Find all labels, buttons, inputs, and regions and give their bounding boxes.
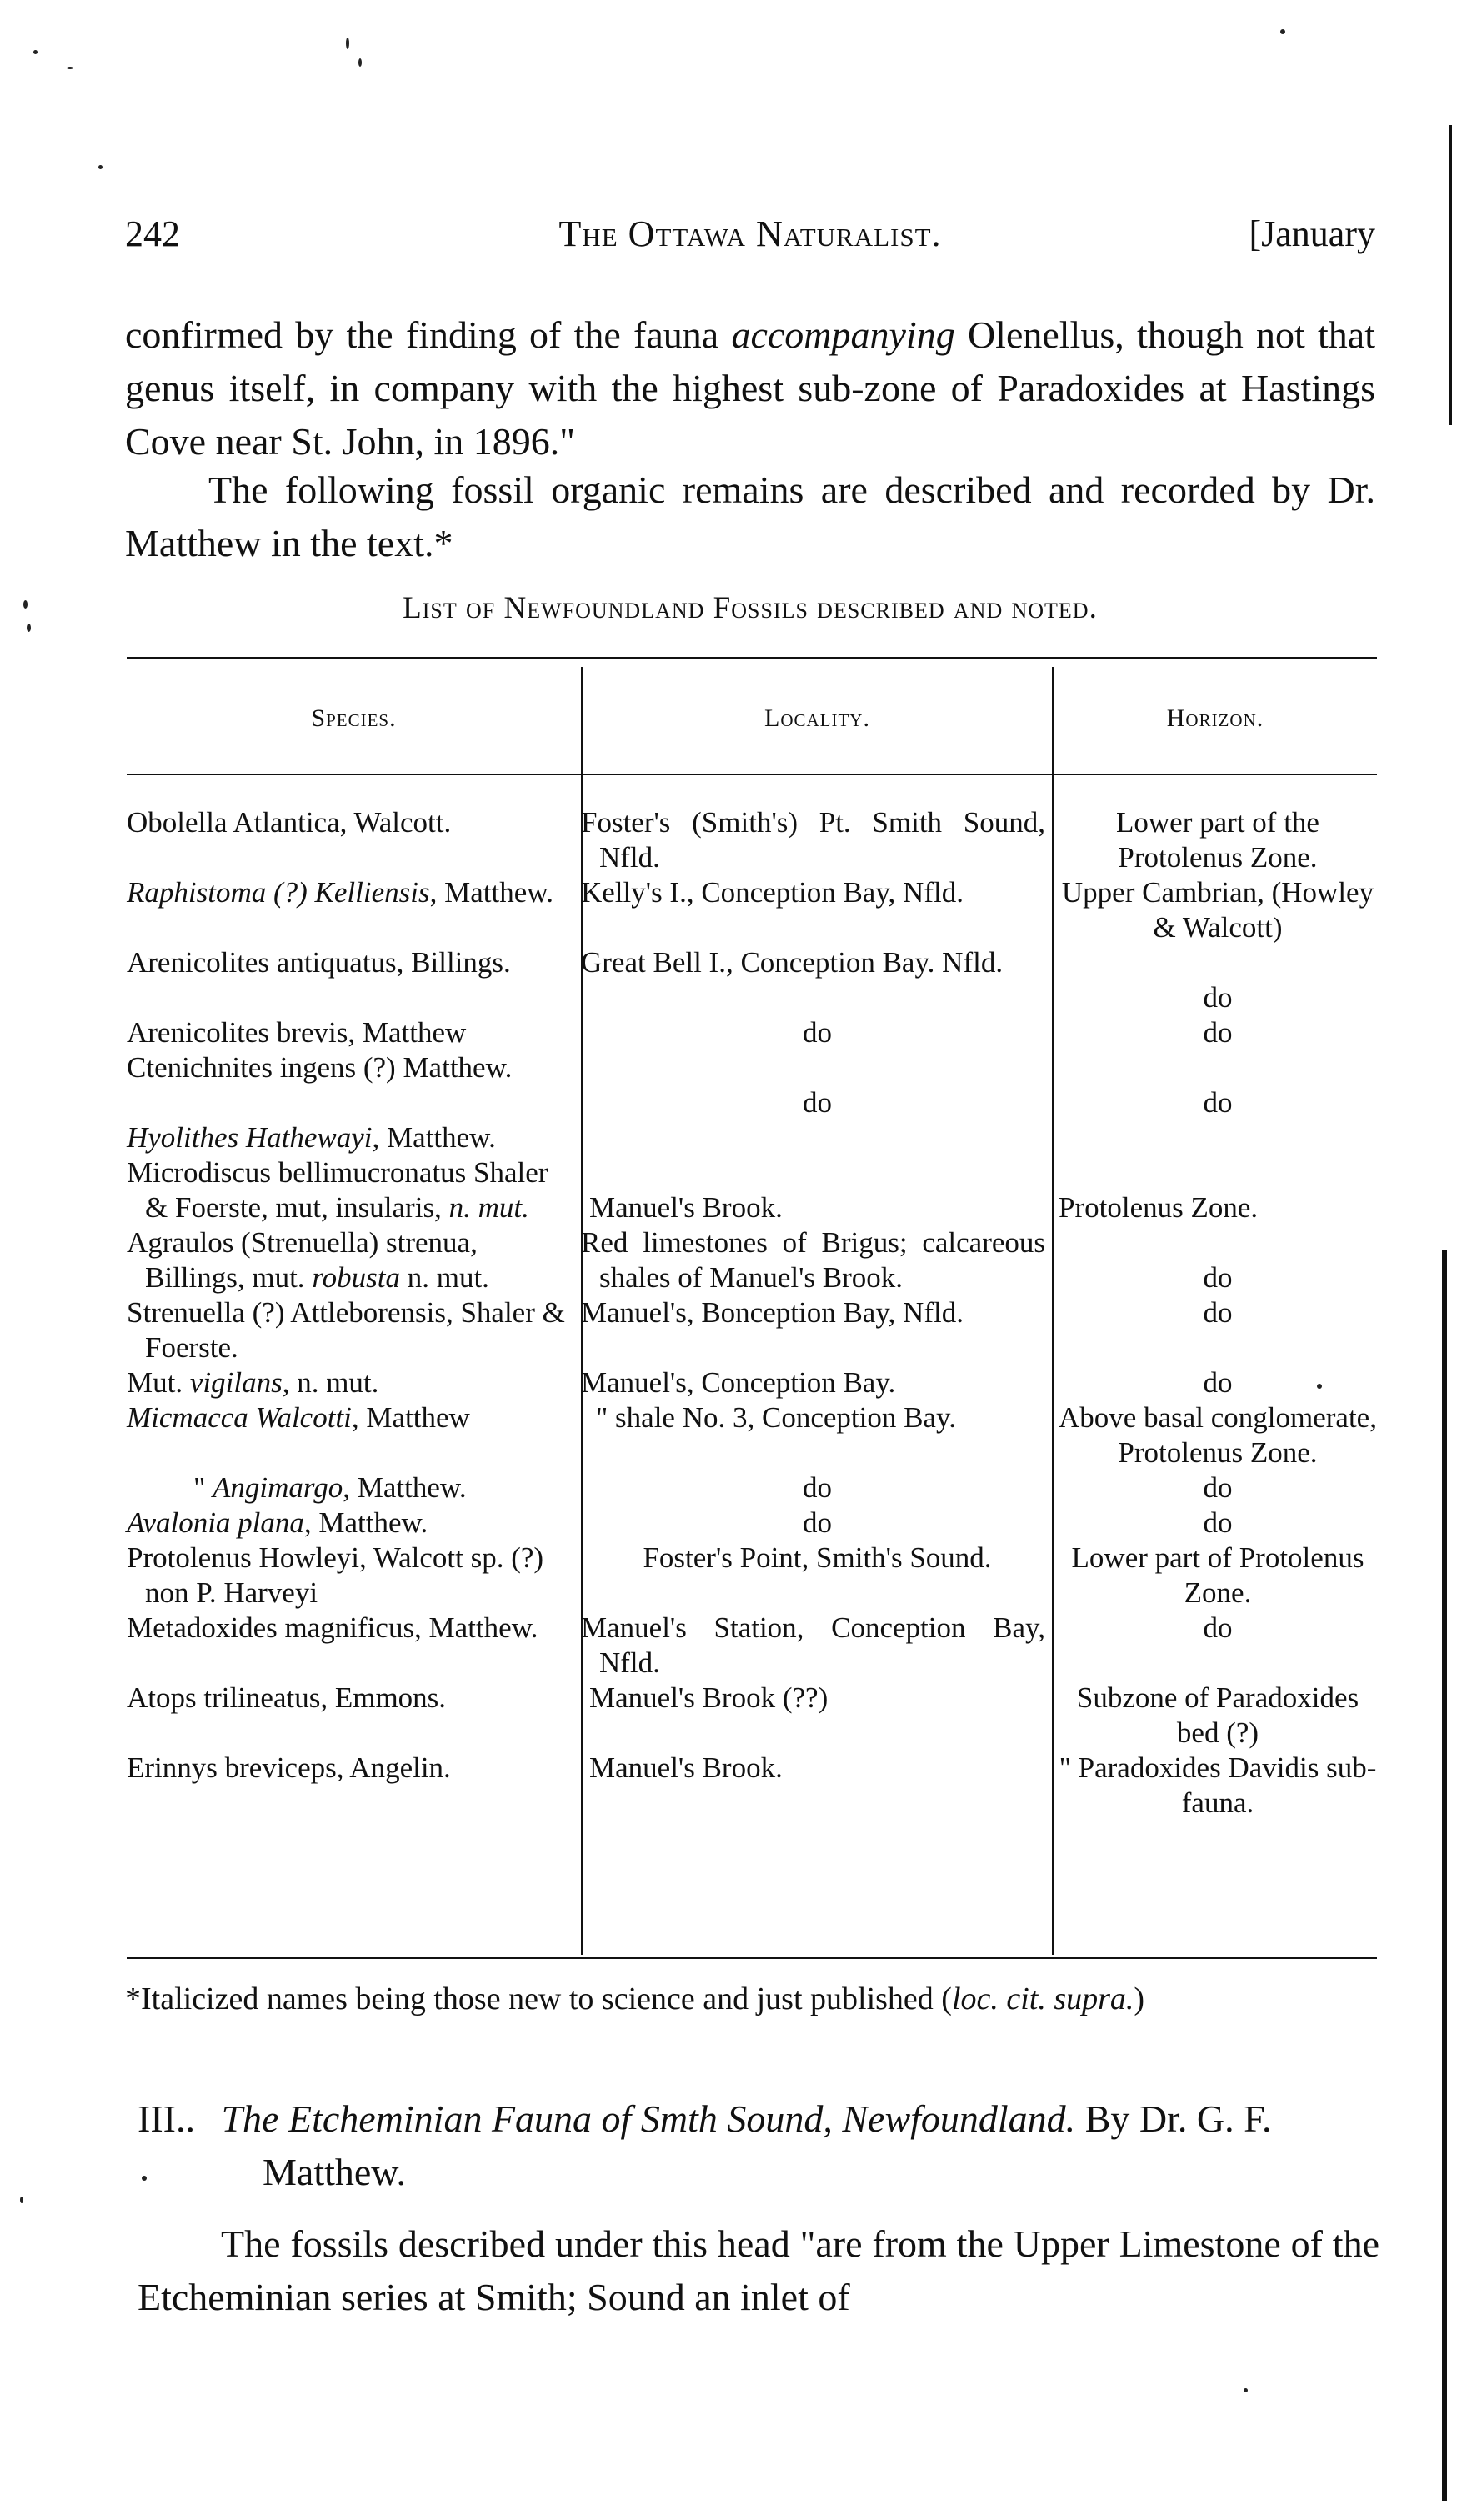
- intro-paragraph-2: The following fossil organic remains are described and recorded by Dr. Matthew in the text.*: [125, 468, 1375, 564]
- locality-cell: " shale No. 3, Conception Bay.: [596, 1401, 956, 1434]
- species-cell: Mut. vigilans, n. mut.: [127, 1366, 379, 1399]
- running-header: [125, 213, 1375, 263]
- horizon-cell: do: [1203, 1261, 1233, 1294]
- scan-speck: [67, 67, 73, 69]
- table-footnote: *Italicized names being those new to science and just published (loc. cit. supra.): [125, 1981, 1145, 2017]
- species-cell: " Angimargo, Matthew.: [193, 1471, 467, 1504]
- species-cell: Microdiscus bellimucronatus Shaler & Foerste, mut, insularis, n. mut.: [127, 1156, 548, 1224]
- species-cell: Obolella Atlantica, Walcott.: [127, 806, 452, 839]
- horizon-cell: do: [1203, 1471, 1233, 1504]
- locality-cell: Manuel's, Conception Bay.: [581, 1366, 896, 1399]
- table-row: [127, 1505, 1377, 1541]
- table-row: [127, 1470, 1377, 1505]
- horizon-cell: do: [1203, 1296, 1233, 1329]
- section-paragraph: The fossils described under this head "are from the Upper Limestone of the Etcheminian series at Smith; Sound an inlet of: [138, 2222, 1379, 2318]
- horizon-cell: do: [1203, 1366, 1233, 1399]
- species-cell: Hyolithes Hathewayi, Matthew.: [127, 1121, 496, 1154]
- locality-cell: Manuel's Brook.: [589, 1751, 783, 1784]
- table-row: [127, 1681, 1377, 1751]
- species-cell: Atops trilineatus, Emmons.: [127, 1681, 447, 1714]
- locality-cell: Great Bell I., Conception Bay. Nfld.: [581, 946, 1004, 979]
- species-cell: Metadoxides magnificus, Matthew.: [127, 1611, 538, 1644]
- section-number: III..: [138, 2097, 195, 2140]
- table-row: [127, 1400, 1377, 1470]
- table-row: [127, 1365, 1377, 1400]
- species-cell: Raphistoma (?) Kelliensis, Matthew.: [127, 876, 553, 909]
- species-cell: Agraulos (Strenuella) strenua, Billings, mut. robusta n. mut.: [127, 1226, 489, 1294]
- scan-speck: [20, 2197, 23, 2203]
- issue-month: [January: [1249, 213, 1375, 254]
- table-row: [127, 1050, 1377, 1120]
- table-row: [127, 1155, 1377, 1225]
- locality-cell: Foster's (Smith's) Pt. Smith Sound, Nfld.: [581, 806, 1045, 874]
- table-row: [127, 1295, 1377, 1365]
- scan-speck: [346, 38, 349, 49]
- table-top-rule: [127, 657, 1377, 659]
- header-locality: Locality.: [764, 704, 870, 732]
- locality-cell: do: [803, 1506, 832, 1539]
- locality-cell: Manuel's Station, Conception Bay, Nfld.: [581, 1611, 1045, 1679]
- horizon-cell: Protolenus Zone.: [1059, 1191, 1259, 1224]
- table-row: [127, 1541, 1377, 1611]
- table-row: [127, 1611, 1377, 1681]
- table-bottom-rule: [127, 1957, 1377, 1959]
- table-row: [127, 805, 1377, 875]
- horizon-cell: Lower part of Protolenus Zone.: [1071, 1541, 1364, 1609]
- locality-cell: Foster's Point, Smith's Sound.: [643, 1541, 992, 1574]
- horizon-cell: " Paradoxides Davidis sub-fauna.: [1059, 1751, 1377, 1819]
- scan-speck: [27, 624, 31, 632]
- horizon-cell: Above basal conglomerate, Protolenus Zone.: [1059, 1401, 1377, 1469]
- horizon-cell: Lower part of the Protolenus Zone.: [1116, 806, 1319, 874]
- species-cell: Protolenus Howleyi, Walcott sp. (?) non P. Harveyi: [127, 1541, 544, 1609]
- horizon-cell: Upper Cambrian, (Howley & Walcott): [1061, 876, 1374, 944]
- locality-cell: Manuel's Brook.: [589, 1191, 783, 1224]
- species-cell: Micmacca Walcotti, Matthew: [127, 1401, 470, 1434]
- table-row: [127, 875, 1377, 945]
- page-number: 242: [125, 213, 180, 254]
- locality-cell: do: [803, 1471, 832, 1504]
- journal-title: The Ottawa Naturalist.: [558, 213, 942, 254]
- species-cell: Erinnys breviceps, Angelin.: [127, 1751, 451, 1784]
- table-row: [127, 1015, 1377, 1050]
- fossil-table: [127, 805, 1377, 1821]
- table-header-rule: [127, 774, 1377, 775]
- table-row: [127, 1225, 1377, 1295]
- horizon-cell: Subzone of Paradoxides bed (?): [1076, 1681, 1359, 1749]
- header-species: Species.: [311, 704, 397, 732]
- species-cell: Strenuella (?) Attleborensis, Shaler & Foerste.: [127, 1296, 565, 1364]
- horizon-cell: do: [1203, 1016, 1233, 1049]
- scan-speck: [1280, 29, 1285, 34]
- locality-cell: do: [803, 1016, 832, 1049]
- locality-cell: Manuel's, Bonception Bay, Nfld.: [581, 1296, 964, 1329]
- species-cell: Arenicolites antiquatus, Billings.: [127, 946, 511, 979]
- scan-speck: [33, 50, 38, 54]
- scan-speck: [23, 600, 28, 609]
- intro-paragraph: confirmed by the finding of the fauna accompanying Olenellus, though not that genus itself, in company with the highest sub-zone of Paradoxides at Hastings Cove near St. John, in 1896.": [125, 313, 1375, 463]
- table-row: [127, 945, 1377, 1015]
- header-horizon: Horizon.: [1166, 704, 1264, 732]
- binding-edge: [1442, 1250, 1447, 2501]
- scan-speck: [98, 165, 103, 169]
- table-row: [127, 1120, 1377, 1155]
- horizon-cell: do: [1203, 1506, 1233, 1539]
- locality-cell: Red limestones of Brigus; calcareous shales of Manuel's Brook.: [581, 1226, 1045, 1294]
- locality-cell: Kelly's I., Conception Bay, Nfld.: [581, 876, 964, 909]
- species-cell: Arenicolites brevis, Matthew: [127, 1016, 467, 1049]
- horizon-cell: do: [1203, 981, 1233, 1014]
- species-cell: Ctenichnites ingens (?) Matthew.: [127, 1051, 513, 1084]
- locality-cell: do: [803, 1086, 832, 1119]
- section-byline: By Dr. G. F. Matthew.: [263, 2097, 1272, 2193]
- locality-cell: Manuel's Brook (??): [589, 1681, 829, 1714]
- binding-edge: [1449, 125, 1452, 425]
- table-row: [127, 1751, 1377, 1821]
- section-heading: [138, 2092, 1379, 2199]
- horizon-cell: do: [1203, 1611, 1233, 1644]
- horizon-cell: do: [1203, 1086, 1233, 1119]
- scan-speck: [358, 58, 362, 67]
- section-title: The Etcheminian Fauna of Smth Sound, Newfoundland.: [221, 2097, 1076, 2140]
- table-title: List of Newfoundland Fossils described and noted.: [403, 591, 1098, 625]
- scan-speck: [1244, 2388, 1248, 2392]
- species-cell: Avalonia plana, Matthew.: [127, 1506, 428, 1539]
